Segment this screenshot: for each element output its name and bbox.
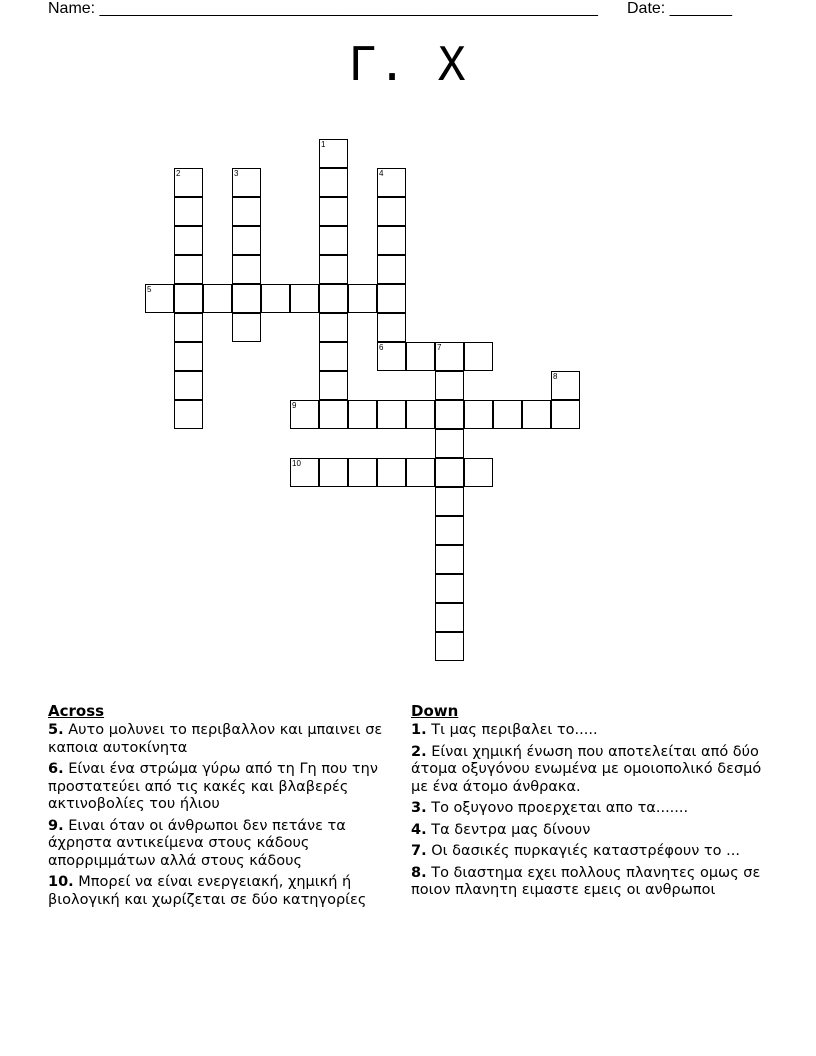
crossword-cell[interactable]: [551, 371, 580, 400]
clue-text: Το οξυγονο προερχεται απο τα.......: [431, 800, 689, 816]
clue-number: 10.: [48, 874, 74, 890]
crossword-cell[interactable]: [551, 400, 580, 429]
crossword-cell[interactable]: [464, 400, 493, 429]
crossword-cell[interactable]: [319, 226, 348, 255]
crossword-cell[interactable]: [319, 197, 348, 226]
crossword-cell[interactable]: [319, 400, 348, 429]
across-clue: [48, 722, 398, 757]
crossword-cell[interactable]: [319, 284, 348, 313]
clue-number: 2: [176, 169, 181, 178]
crossword-cell[interactable]: [435, 516, 464, 545]
clue-text: Τι μας περιβαλει το.....: [431, 722, 598, 738]
crossword-cell[interactable]: [377, 284, 406, 313]
crossword-cell[interactable]: [377, 400, 406, 429]
crossword-cell[interactable]: [406, 458, 435, 487]
date-field[interactable]: Date: _______: [627, 0, 732, 17]
crossword-cell[interactable]: [377, 342, 406, 371]
crossword-cell[interactable]: [377, 168, 406, 197]
crossword-cell[interactable]: [174, 342, 203, 371]
crossword-cell[interactable]: [174, 255, 203, 284]
clue-number: 5: [147, 285, 152, 294]
clue-text: Αυτο μολυνει το περιβαλλον και μπαινει σε καποια αυτοκίνητα: [48, 722, 383, 756]
crossword-cell[interactable]: [522, 400, 551, 429]
clue-number: 1.: [411, 722, 427, 738]
across-clue: [48, 818, 398, 871]
clue-number: 5.: [48, 722, 64, 738]
crossword-cell[interactable]: [377, 313, 406, 342]
crossword-cell[interactable]: [377, 226, 406, 255]
crossword-cell[interactable]: [377, 458, 406, 487]
page-title: Γ. Χ: [348, 37, 468, 91]
clue-number: 8: [553, 372, 558, 381]
clue-text: Το διαστημα εχει πολλους πλανητες ομως σε ποιον πλανητη ειμαστε εμεις οι ανθρωποι: [411, 864, 761, 898]
clue-number: 7: [437, 343, 442, 352]
crossword-cell[interactable]: [464, 458, 493, 487]
crossword-cell[interactable]: [319, 168, 348, 197]
crossword-cell[interactable]: [406, 400, 435, 429]
clue-number: 7.: [411, 843, 427, 859]
crossword-cell[interactable]: [232, 313, 261, 342]
crossword-cell[interactable]: [232, 168, 261, 197]
crossword-cell[interactable]: [435, 487, 464, 516]
crossword-cell[interactable]: [232, 226, 261, 255]
crossword-cell[interactable]: [174, 226, 203, 255]
crossword-cell[interactable]: [348, 284, 377, 313]
crossword-cell[interactable]: [261, 284, 290, 313]
crossword-cell[interactable]: [232, 255, 261, 284]
clue-number: 9.: [48, 817, 64, 834]
crossword-cell[interactable]: [174, 400, 203, 429]
crossword-cell[interactable]: [435, 429, 464, 458]
clue-text: Είναι χημική ένωση που αποτελείται από δύο άτομα οξυγόνου ενωμένα με ομοιοπολικό δεσμό με ένα άτομο άνθρακα.: [411, 743, 762, 795]
crossword-cell[interactable]: [377, 197, 406, 226]
down-clue: [411, 722, 766, 740]
crossword-cell[interactable]: [319, 139, 348, 168]
down-heading: Down: [411, 702, 459, 720]
clue-number: 2.: [411, 743, 427, 760]
crossword-cell[interactable]: [464, 342, 493, 371]
crossword-cell[interactable]: [145, 284, 174, 313]
clue-number: 3: [234, 169, 239, 178]
crossword-cell[interactable]: [319, 255, 348, 284]
clue-number: 8.: [411, 864, 427, 881]
crossword-cell[interactable]: [319, 458, 348, 487]
down-clue: [411, 744, 766, 797]
clue-number: 4: [379, 169, 384, 178]
crossword-cell[interactable]: [406, 342, 435, 371]
crossword-cell[interactable]: [435, 603, 464, 632]
clue-number: 10: [292, 459, 301, 468]
clue-number: 3.: [411, 800, 427, 816]
crossword-cell[interactable]: [174, 197, 203, 226]
crossword-cell[interactable]: [435, 342, 464, 371]
clue-number: 4.: [411, 821, 427, 838]
clue-text: Οι δασικές πυρκαγιές καταστρέφουν το ...: [431, 843, 740, 859]
down-clues: [411, 702, 766, 904]
crossword-cell[interactable]: [319, 313, 348, 342]
clue-number: 6.: [48, 761, 64, 777]
crossword-cell[interactable]: [348, 400, 377, 429]
name-field[interactable]: Name: ________________________________________________________: [48, 0, 598, 17]
across-clue: [48, 761, 398, 814]
crossword-cell[interactable]: [203, 284, 232, 313]
clue-number: 9: [292, 401, 297, 410]
crossword-cell[interactable]: [319, 371, 348, 400]
across-clues: [48, 702, 398, 913]
crossword-cell[interactable]: [290, 458, 319, 487]
down-clue: [411, 822, 766, 840]
down-clue: [411, 800, 766, 818]
crossword-cell[interactable]: [348, 458, 377, 487]
crossword-cell[interactable]: [174, 313, 203, 342]
crossword-cell[interactable]: [435, 400, 464, 429]
crossword-cell[interactable]: [290, 400, 319, 429]
clue-text: Ειναι όταν οι άνθρωποι δεν πετάνε τα άχρηστα αντικείμενα στους κάδους απορριμμάτων αλλά στους κάδους: [48, 817, 346, 869]
crossword-cell[interactable]: [435, 545, 464, 574]
crossword-cell[interactable]: [174, 371, 203, 400]
clue-text: Είναι ένα στρώμα γύρω από τη Γη που την προστατεύει από τις κακές και βλαβερές ακτινοβολίες του ήλιου: [48, 761, 378, 812]
crossword-cell[interactable]: [174, 284, 203, 313]
clue-number: 6: [379, 343, 384, 352]
crossword-cell[interactable]: [232, 197, 261, 226]
crossword-cell[interactable]: [435, 574, 464, 603]
down-clue: [411, 843, 766, 861]
across-heading: Across: [48, 702, 105, 720]
crossword-cell[interactable]: [319, 342, 348, 371]
crossword-cell[interactable]: [377, 255, 406, 284]
clue-number: 1: [321, 140, 326, 149]
down-clue: [411, 865, 766, 900]
crossword-cell[interactable]: [435, 371, 464, 400]
crossword-cell[interactable]: [290, 284, 319, 313]
crossword-cell[interactable]: [435, 458, 464, 487]
clue-text: Τα δεντρα μας δίνουν: [431, 821, 591, 838]
clue-text: Μπορεί να είναι ενεργειακή, χημική ή βιολογική και χωρίζεται σε δύο κατηγορίες: [48, 874, 367, 908]
crossword-cell[interactable]: [435, 632, 464, 661]
across-clue: [48, 874, 398, 909]
crossword-cell[interactable]: [232, 284, 261, 313]
crossword-cell[interactable]: [493, 400, 522, 429]
crossword-cell[interactable]: [174, 168, 203, 197]
